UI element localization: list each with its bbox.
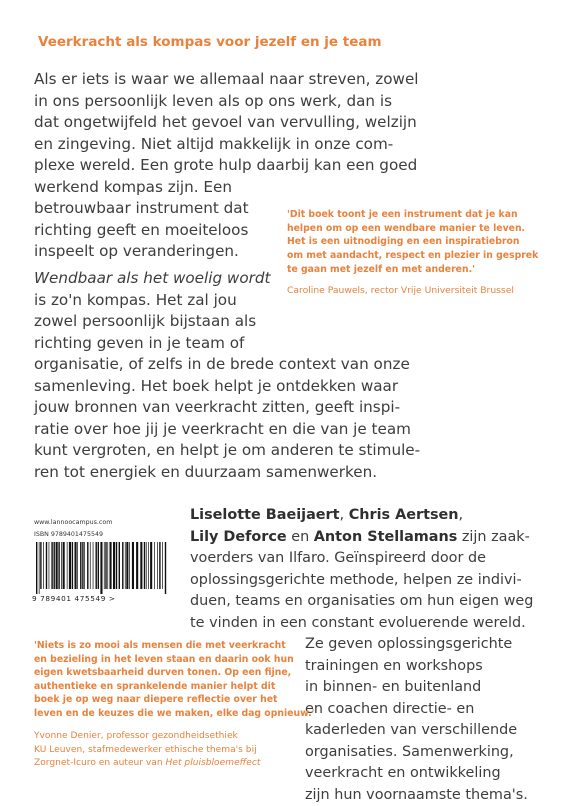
barcode-digits: 9 789401 475549 > xyxy=(32,594,116,603)
barcode-bar xyxy=(49,542,50,589)
quote-line: te gaan met jezelf en met anderen.' xyxy=(287,263,538,277)
separator: , xyxy=(459,507,464,523)
description-line: ratie over hoe jij je veerkracht en die van je team xyxy=(34,419,411,441)
barcode-bar xyxy=(90,542,91,589)
endorsement-quote xyxy=(287,208,538,277)
separator: en xyxy=(287,529,314,545)
bio-line: veerkracht en ontwikkeling xyxy=(305,763,501,785)
intro-line: en zingeving. Niet altijd makkelijk in onze com- xyxy=(34,134,393,156)
description-line: zowel persoonlijk bijstaan als xyxy=(34,311,256,333)
barcode-bar xyxy=(36,542,37,594)
barcode-bar xyxy=(132,542,134,589)
author-name: Anton Stellamans xyxy=(314,529,458,545)
publisher-url: www.lannoocampus.com xyxy=(34,519,112,526)
attribution-line: KU Leuven, stafmedewerker ethische thema's bij xyxy=(34,744,260,758)
bio-line: en coachen directie- en xyxy=(305,699,474,721)
quote-line: en bezieling in het leven staan en daarin ook hun xyxy=(34,653,314,667)
barcode-bar xyxy=(146,542,147,589)
barcode-bar xyxy=(69,542,71,589)
quote-line: authentieke en sprankelende manier helpt dit xyxy=(34,680,314,694)
quote-line: helpen om op een wendbare manier te leven. xyxy=(287,222,538,236)
bio-line: organisaties. Samenwerking, xyxy=(305,742,514,764)
barcode xyxy=(34,542,169,594)
endorsement-quote-2 xyxy=(34,639,314,721)
barcode-bar xyxy=(84,542,85,589)
bio-line: Ze geven oplossingsgerichte xyxy=(305,634,512,656)
barcode-bar xyxy=(77,542,78,589)
quote-attribution: Caroline Pauwels, rector Vrije Universiteit Brussel xyxy=(287,285,514,296)
attribution-line: Yvonne Denier, professor gezondheidsethiek xyxy=(34,730,260,744)
barcode-bar xyxy=(93,542,94,589)
bio-text: zijn zaak- xyxy=(457,529,530,545)
barcode-bar xyxy=(150,542,152,589)
bio-line: duen, teams en organisaties om hun eigen weg xyxy=(190,591,533,613)
description-line: jouw bronnen van veerkracht zitten, geeft inspi- xyxy=(34,397,400,419)
barcode-bar xyxy=(125,542,126,589)
author-names-line xyxy=(190,505,463,527)
barcode-bar xyxy=(75,542,77,589)
description-line: kunt vergroten, en helpt je om anderen te stimule- xyxy=(34,440,420,462)
author-name: Lily Deforce xyxy=(190,529,287,545)
intro-line: in ons persoonlijk leven als op ons werk, dan is xyxy=(34,91,392,113)
barcode-bar xyxy=(165,542,166,594)
author-name: Liselotte Baeijaert xyxy=(190,507,340,523)
quote-attribution-2 xyxy=(34,730,260,771)
bio-line: kaderleden van verschillende xyxy=(305,720,517,742)
barcode-bar xyxy=(54,542,55,589)
book-title-italic: Wendbaar als het woelig wordt xyxy=(34,268,271,290)
barcode-bar xyxy=(105,542,106,589)
barcode-bar xyxy=(51,542,52,589)
barcode-bar xyxy=(43,542,44,589)
barcode-bar xyxy=(56,542,58,589)
barcode-bar xyxy=(80,542,81,589)
barcode-bar xyxy=(107,542,108,589)
barcode-bar xyxy=(87,542,88,589)
description-line: richting geven in je team of xyxy=(34,333,244,355)
barcode-bar xyxy=(122,542,123,589)
bio-line: in binnen- en buitenland xyxy=(305,677,481,699)
bio-line: trainingen en workshops xyxy=(305,656,483,678)
bio-line: zijn hun voornaamste thema's. xyxy=(305,785,528,806)
description-line: ren tot energiek en duurzaam samenwerken. xyxy=(34,462,377,484)
author-names-line xyxy=(190,527,530,549)
bio-line: oplossingsgerichte methode, helpen ze indivi- xyxy=(190,570,522,592)
separator: , xyxy=(340,507,349,523)
barcode-bar xyxy=(61,542,62,589)
barcode-bar xyxy=(96,542,97,589)
barcode-bar xyxy=(144,542,145,589)
quote-line: om met aandacht, respect en plezier in gesprek xyxy=(287,249,538,263)
barcode-bar xyxy=(63,542,65,589)
quote-line: boek je op weg naar diepere reflectie over het xyxy=(34,693,314,707)
description-line: is zo'n kompas. Het zal jou xyxy=(34,290,237,312)
referenced-book-title: Het pluisbloemeffect xyxy=(166,758,261,768)
barcode-bar xyxy=(140,542,142,589)
barcode-bar xyxy=(82,542,83,589)
attribution-line xyxy=(34,757,260,771)
back-cover-heading: Veerkracht als kompas voor jezelf en je team xyxy=(38,34,382,50)
barcode-bar xyxy=(100,542,102,594)
barcode-bar xyxy=(159,542,160,589)
barcode-bar xyxy=(110,542,112,589)
intro-line: betrouwbaar instrument dat xyxy=(34,198,249,220)
barcode-bar xyxy=(162,542,163,589)
barcode-bar xyxy=(46,542,47,589)
barcode-bar xyxy=(148,542,149,589)
intro-line: werkend kompas zijn. Een xyxy=(34,177,232,199)
barcode-bar xyxy=(129,542,130,589)
bio-line: te vinden in een constant evoluerende wereld. xyxy=(190,613,526,635)
quote-line: eigen kwetsbaarheid durven tonen. Op een fijne, xyxy=(34,666,314,680)
barcode-bar xyxy=(98,542,99,589)
barcode-bar xyxy=(104,542,105,589)
barcode-bar xyxy=(116,542,117,589)
barcode-bar xyxy=(126,542,128,589)
description-line: samenleving. Het boek helpt je ontdekken waar xyxy=(34,376,398,398)
intro-line: inspeelt op veranderingen. xyxy=(34,241,239,263)
barcode-bar xyxy=(157,542,158,589)
quote-line: 'Niets is zo mooi als mensen die met veerkracht xyxy=(34,639,314,653)
bio-line: voerders van Ilfaro. Geïnspireerd door de xyxy=(190,548,486,570)
barcode-bar xyxy=(113,542,115,589)
quote-line: 'Dit boek toont je een instrument dat je kan xyxy=(287,208,538,222)
barcode-bar xyxy=(119,542,120,589)
intro-line: richting geeft en moeiteloos xyxy=(34,220,248,242)
barcode-bar xyxy=(40,542,41,589)
intro-line: plexe wereld. Een grote hulp daarbij kan een goed xyxy=(34,155,417,177)
quote-line: leven en de keuzes die we maken, elke dag opnieuw.' xyxy=(34,707,314,721)
barcode-bar xyxy=(136,542,138,589)
description-line: organisatie, of zelfs in de brede context van onze xyxy=(34,354,410,376)
barcode-bar xyxy=(39,542,40,594)
author-name: Chris Aertsen xyxy=(349,507,459,523)
intro-line: Als er iets is waar we allemaal naar streven, zowel xyxy=(34,69,419,91)
isbn-text: ISBN 9789401475549 xyxy=(34,531,103,538)
barcode-bar xyxy=(58,542,59,589)
barcode-bar xyxy=(67,542,68,589)
barcode-bar xyxy=(72,542,73,589)
intro-line: dat ongetwijfeld het gevoel van vervulling, welzijn xyxy=(34,112,417,134)
attribution-text: Zorgnet-Icuro en auteur van xyxy=(34,758,166,768)
barcode-bar xyxy=(154,542,155,589)
quote-line: Het is een uitnodiging en een inspiratiebron xyxy=(287,235,538,249)
